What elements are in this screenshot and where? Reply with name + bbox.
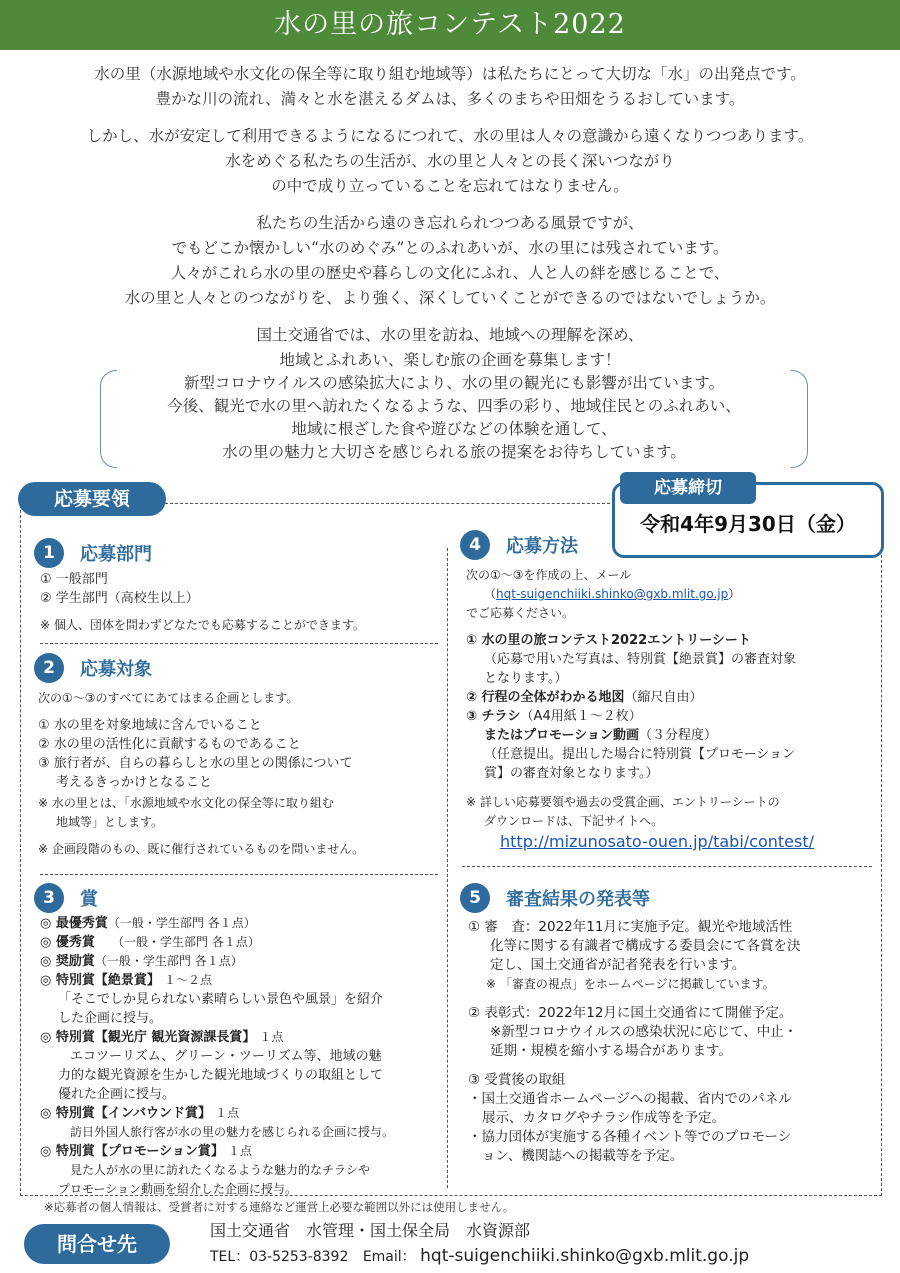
contact-label: 問合せ先 <box>24 1224 170 1264</box>
result-text: ョン、機関誌への掲載等を予定。 <box>482 1148 684 1164</box>
corona-line: 水の里の魅力と大切さを感じられる旅の提案をお待ちしています。 <box>222 443 686 461</box>
section-separator <box>40 874 438 875</box>
prize-description: 「そこでしか見られない素晴らしい景色や風景」を紹介 <box>58 992 384 1007</box>
section-2-body <box>38 689 364 859</box>
prize-item: ◎ 特別賞【絶景賞】 １～２点 <box>40 973 213 988</box>
section-2-header <box>34 653 152 683</box>
list-item: ② 学生部門（高校生以上） <box>40 591 199 606</box>
prize-description: エコツーリズム、グリーン・ツーリズム等、地域の魅 <box>70 1049 382 1064</box>
intro-line: しかし、水が安定して利用できるようになるにつれて、水の里は人々の意識から遠くなりつつあります。 <box>86 127 814 145</box>
result-text: 化等に関する有識者で構成する委員会にて各賞を決 <box>490 938 801 954</box>
prize-item: ◎ 最優秀賞（一般・学生部門 各１点） <box>40 916 256 931</box>
intro-line: 国土交通省では、水の里を訪ね、地域への理解を深め、 <box>256 326 644 344</box>
list-item: 考えるきっかけとなること <box>56 775 213 790</box>
note: となります。） <box>484 671 568 686</box>
result-text: ① 審 査：2022年11月に実施予定。観光や地域活性 <box>468 919 793 935</box>
contact-line <box>210 1246 749 1266</box>
note: 地域等」とします。 <box>56 815 164 829</box>
list-item: またはプロモーション動画（３分程度） <box>484 728 717 743</box>
contest-url-link[interactable]: http://mizunosato-ouen.jp/tabi/contest/ <box>500 832 814 851</box>
note: ※ 「審査の視点」をホームページに掲載しています。 <box>486 977 775 991</box>
section-3-body <box>40 914 394 1199</box>
section-5-body <box>468 918 801 1166</box>
contact-email-link[interactable]: hqt-suigenchiiki.shinko@gxb.mlit.go.jp <box>420 1246 750 1266</box>
note: ダウンロードは、下記サイトへ。 <box>484 814 664 828</box>
list-item: ② 水の里の活性化に貢献するものであること <box>38 737 301 752</box>
intro-line: 水の里と人々とのつながりを、より強く、深くしていくことができるのではないでしょうか。 <box>124 289 776 307</box>
lead-text: 次の①～③を作成の上、メール <box>466 568 632 582</box>
contact-organization: 国土交通省 水管理・国土保全局 水資源部 <box>210 1221 531 1240</box>
section-3-header <box>34 883 98 913</box>
list-item: ② 行程の全体がわかる地図（縮尺自由） <box>466 690 703 705</box>
prize-description: プロモーション動画を紹介した企画に授与。 <box>58 1182 298 1196</box>
section-title: 審査結果の発表等 <box>506 889 650 910</box>
prize-description: 優れた企画に授与。 <box>58 1087 176 1102</box>
section-1-body <box>40 570 365 635</box>
page-title: 水の里の旅コンテスト2022 <box>0 0 900 50</box>
note: ※ 企画段階のもの、既に催行されているものを問いません。 <box>38 842 365 856</box>
intro-line: 水をめぐる私たちの生活が、水の里と人々との長く深いつながり <box>225 152 675 170</box>
intro-line: 地域とふれあい、楽しむ旅の企画を募集します！ <box>279 351 621 369</box>
result-text: ② 表彰式：2022年12月に国土交通省にて開催予定。 <box>468 1005 793 1021</box>
intro-text <box>0 62 900 373</box>
intro-line: 豊かな川の流れ、満々と水を湛えるダムは、多くのまちや田畑をうるおしています。 <box>155 90 745 108</box>
section-1-header <box>34 538 152 568</box>
intro-line: 水の里（水源地域や水文化の保全等に取り組む地域等）は私たちにとって大切な「水」の出発点です。 <box>94 65 806 83</box>
section-number: 4 <box>460 530 490 560</box>
note: ※ 詳しい応募要領や過去の受賞企画、エントリーシートの <box>466 795 780 809</box>
column-divider <box>447 548 448 1188</box>
section-number: 3 <box>34 883 64 913</box>
note: ※ 水の里とは、「水源地域や水文化の保全等に取り組む <box>38 796 334 810</box>
section-4-header <box>460 530 578 560</box>
intro-line: 私たちの生活から遠のき忘れられつつある風景ですが、 <box>256 214 644 232</box>
list-item: ① 一般部門 <box>40 572 108 587</box>
guidelines-label: 応募要領 <box>18 482 166 516</box>
intro-line: でもどこか懐かしい“水のめぐみ”とのふれあいが、水の里には残されています。 <box>171 239 729 257</box>
section-number: 2 <box>34 653 64 683</box>
list-item: ① 水の里の旅コンテスト2022エントリーシート <box>466 633 751 648</box>
list-item: ③ チラシ（A4用紙１～２枚） <box>466 709 642 724</box>
prize-description: 見た人が水の里に訪れたくなるような魅力的なチラシや <box>70 1163 371 1177</box>
note: 延期・規模を縮小する場合があります。 <box>490 1043 732 1059</box>
note: （応募で用いた写真は、特別賞【絶景賞】の審査対象 <box>484 652 797 667</box>
list-item: ① 水の里を対象地域に含んでいること <box>38 718 262 733</box>
section-5-header <box>460 883 650 913</box>
deadline-label: 応募締切 <box>620 472 756 504</box>
corona-line: 新型コロナウイルスの感染拡大により、水の里の観光にも影響が出ています。 <box>183 374 725 392</box>
prize-item: ◎ 優秀賞 （一般・学生部門 各１点） <box>40 935 260 950</box>
result-text: 定し、国土交通省が記者発表を行います。 <box>490 957 746 973</box>
corona-notice <box>100 370 808 466</box>
email-link[interactable]: hqt-suigenchiiki.shinko@gxb.mlit.go.jp <box>496 587 729 601</box>
corona-line: 今後、観光で水の里へ訪れたくなるような、四季の彩り、地域住民とのふれあい、 <box>167 397 741 415</box>
intro-line: の中で成り立っていることを忘れてはなりません。 <box>271 177 629 195</box>
intro-line: 人々がこれら水の里の歴史や暮らしの文化にふれ、人と人の絆を感じることで、 <box>170 264 730 282</box>
section-title: 応募方法 <box>506 536 578 557</box>
result-text: ・国土交通省ホームページへの掲載、省内でのパネル <box>468 1091 792 1107</box>
note: ※新型コロナウイルスの感染状況に応じて、中止・ <box>490 1024 798 1040</box>
corona-line: 地域に根ざした食や遊びなどの体験を通して、 <box>291 420 617 438</box>
lead-text: でご応募ください。 <box>466 606 575 620</box>
section-title: 賞 <box>80 889 98 910</box>
prize-description: 訪日外国人旅行客が水の里の魅力を感じられる企画に授与。 <box>70 1125 395 1139</box>
section-title: 応募対象 <box>80 659 152 680</box>
prize-item: ◎ 特別賞【観光庁 観光資源課長賞】 １点 <box>40 1030 284 1045</box>
deadline-date: 令和4年9月30日（金） <box>640 512 856 536</box>
section-number: 5 <box>460 883 490 913</box>
result-text: ③ 受賞後の取組 <box>468 1072 566 1088</box>
prize-item: ◎ 奨励賞（一般・学生部門 各１点） <box>40 954 243 969</box>
list-item: ③ 旅行者が、自らの暮らしと水の里との関係について <box>38 756 353 771</box>
prize-description: 力的な観光資源を生かした観光地域づくりの取組として <box>58 1068 384 1083</box>
section-separator <box>40 643 438 644</box>
result-text: 展示、カタログやチラシ作成等を予定。 <box>482 1110 725 1126</box>
result-text: ・協力団体が実施する各種イベント等でのプロモーシ <box>468 1129 792 1145</box>
lead-text: 次の①～③のすべてにあてはまる企画とします。 <box>38 691 299 705</box>
note: ※ 個人、団体を問わずどなたでも応募することができます。 <box>40 618 365 632</box>
privacy-note: ※応募者の個人情報は、受賞者に対する連絡など運営上必要な範囲以外には使用しません。 <box>44 1200 515 1214</box>
section-separator <box>462 866 872 867</box>
frame-top-dash <box>165 503 615 504</box>
section-4-body <box>466 566 796 831</box>
prize-description: した企画に授与。 <box>58 1011 163 1026</box>
prize-item: ◎ 特別賞【インバウンド賞】 １点 <box>40 1106 240 1121</box>
section-number: 1 <box>34 538 64 568</box>
email-line: （hqt-suigenchiiki.shinko@gxb.mlit.go.jp） <box>484 587 741 601</box>
note: （任意提出。提出した場合に特別賞【プロモーション <box>484 747 795 762</box>
contact-tel: TEL：03-5253-8392 <box>210 1249 349 1265</box>
prize-item: ◎ 特別賞【プロモーション賞】 １点 <box>40 1144 252 1159</box>
note: 賞】の審査対象となります。） <box>484 766 659 781</box>
contact-email-label: Email： <box>362 1249 416 1265</box>
section-title: 応募部門 <box>80 544 152 565</box>
